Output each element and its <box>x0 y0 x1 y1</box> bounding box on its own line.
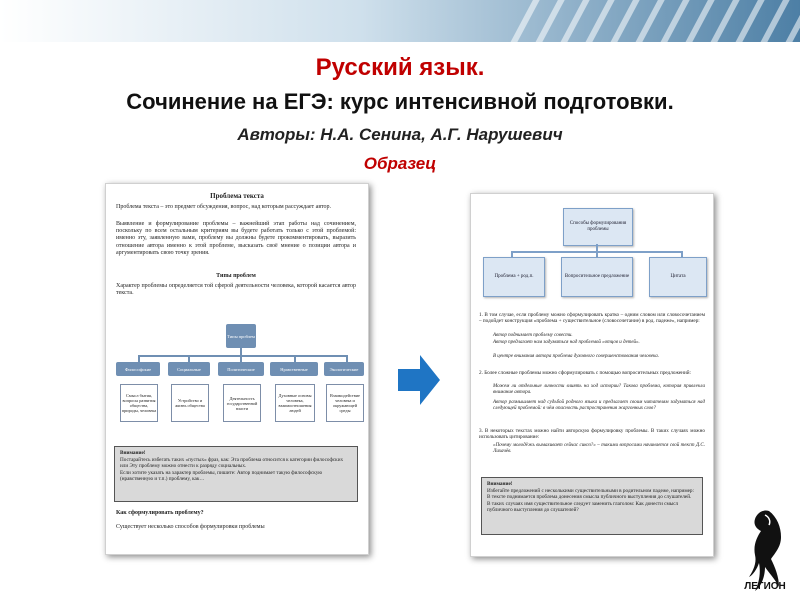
subject-title: Русский язык. <box>315 54 485 81</box>
warning-text: Избегайте предложений с несколькими существительными в родительном падеже, например: В тексте поднимается проблема донесения смысла публичного выступления до слушателей. <box>487 487 694 500</box>
paragraph: Существует несколько способов формулировки проблемы <box>116 524 265 530</box>
list-subitem: «Почему молодёжь вымахивает сейчас сикоз?» – такими вопросами начинается свой текст Д.С. Лихачёв. <box>493 443 705 455</box>
connector-line <box>188 355 190 362</box>
connector-line <box>294 355 296 362</box>
question-heading: Как сформулировать проблему? <box>116 510 204 516</box>
list-subitem: В центре внимания автора проблема духовного совершенствования человека. <box>493 354 660 359</box>
sample-label: Образец <box>363 154 437 173</box>
authors-line: Авторы: Н.А. Сенина, А.Г. Нарушевич <box>237 125 563 144</box>
list-subitem: Автор размышляет над судьбой родного языка и предлагает своим читателям задуматься над следующей проблемой: в чём опасность распространения жаргонных слов? <box>493 400 705 412</box>
diagram-branch: Проблема + род.п. <box>483 257 545 297</box>
warning-title: Внимание! <box>487 481 513 487</box>
header-band <box>0 0 800 42</box>
sample-page-right <box>470 193 714 557</box>
right-arrow-icon <box>398 355 440 405</box>
diagram-category: Политические <box>218 362 264 376</box>
list-subitem: Можем ли отдельные личности влиять на ход истории? Такова проблема, которая привлекла внимание автора. <box>493 384 705 396</box>
diagram-example: Смысл бытия, вопросы развития общества, природы, человека <box>120 384 158 422</box>
warning-box <box>114 446 358 502</box>
warning-text: В таких случаях имя существительное следует заменить глаголом: Как донести смысл публичного выступления до слушателей? <box>487 500 679 513</box>
sample-page-left <box>105 183 369 555</box>
page-heading: Проблема текста <box>210 192 264 200</box>
diagram-example: Взаимодействие человека и окружающей среды <box>326 384 364 422</box>
diagram-branch: Вопросительное предложение <box>561 257 633 297</box>
paragraph: Проблема текста – это предмет обсуждения, вопрос, над которым рассуждает автор. <box>116 204 332 210</box>
connector-line <box>240 355 242 362</box>
header-stripes <box>500 0 800 42</box>
paragraph: Выявление и формулирование проблемы – важнейший этап работы над сочинением, поскольку по всем остальным критериям вы будете работать только с этой проблемой: именно эту, заявленную вами, проблему вы должны будете прокомментировать, выразить отношение автора именно к этой проблеме, высказать своё мнение о позиции автора и аргументировать свою точку зрения. <box>116 221 356 256</box>
section-heading: Типы проблем <box>216 273 256 279</box>
list-item: 1. В том случае, если проблему можно сформулировать кратко – одним словом или словосочетанием – подойдет конструкция «проблема + существительное (словосочетание) в род. падеже», например: <box>479 312 705 325</box>
diagram-root: Способы формулирования проблемы <box>563 208 633 246</box>
diagram-root: Типы проблем <box>226 324 256 348</box>
diagram-example: Духовные основы человека, взаимоотношения людей <box>275 384 315 422</box>
diagram-category: Экологические <box>324 362 364 376</box>
warning-text: Постарайтесь избегать таких «пустых» фраз, как: Эта проблема относится к категории философских или Эту проблему можно отнести к разряду социальных. <box>120 456 344 469</box>
diagram-example: Устройство и жизнь общества <box>171 384 209 422</box>
list-subitem: Автор поднимает проблему совести. <box>493 333 573 338</box>
list-subitem: Автор предлагает нам задуматься над проблемой «отцов и детей». <box>493 340 640 345</box>
connector-line <box>138 355 140 362</box>
course-title: Сочинение на ЕГЭ: курс интенсивной подготовки. <box>126 89 674 114</box>
warning-box <box>481 477 703 535</box>
diagram-category: Социальные <box>168 362 210 376</box>
logo-text: ЛЕГИОН <box>744 581 786 592</box>
connector-line <box>346 355 348 362</box>
warning-text: Если хотите указать на характер проблемы, пишите: Автор поднимает такую философскую (нравственную и т.п.) проблему, как… <box>120 469 323 482</box>
warning-title: Внимание! <box>120 450 146 456</box>
list-item: 3. В некоторых текстах можно найти авторскую формулировку проблемы. В таких случаях можно использовать цитирование: <box>479 428 705 441</box>
connector-line <box>138 355 348 357</box>
diagram-category: Нравственные <box>270 362 318 376</box>
diagram-branch: Цитата <box>649 257 707 297</box>
paragraph: Характер проблемы определяется той сферой деятельности человека, которой касается автор текста. <box>116 283 356 297</box>
diagram-category: Философские <box>116 362 160 376</box>
diagram-example: Деятельность государственной власти <box>223 384 261 422</box>
list-item: 2. Более сложные проблемы можно сформулировать с помощью вопросительных предложений: <box>479 370 691 376</box>
